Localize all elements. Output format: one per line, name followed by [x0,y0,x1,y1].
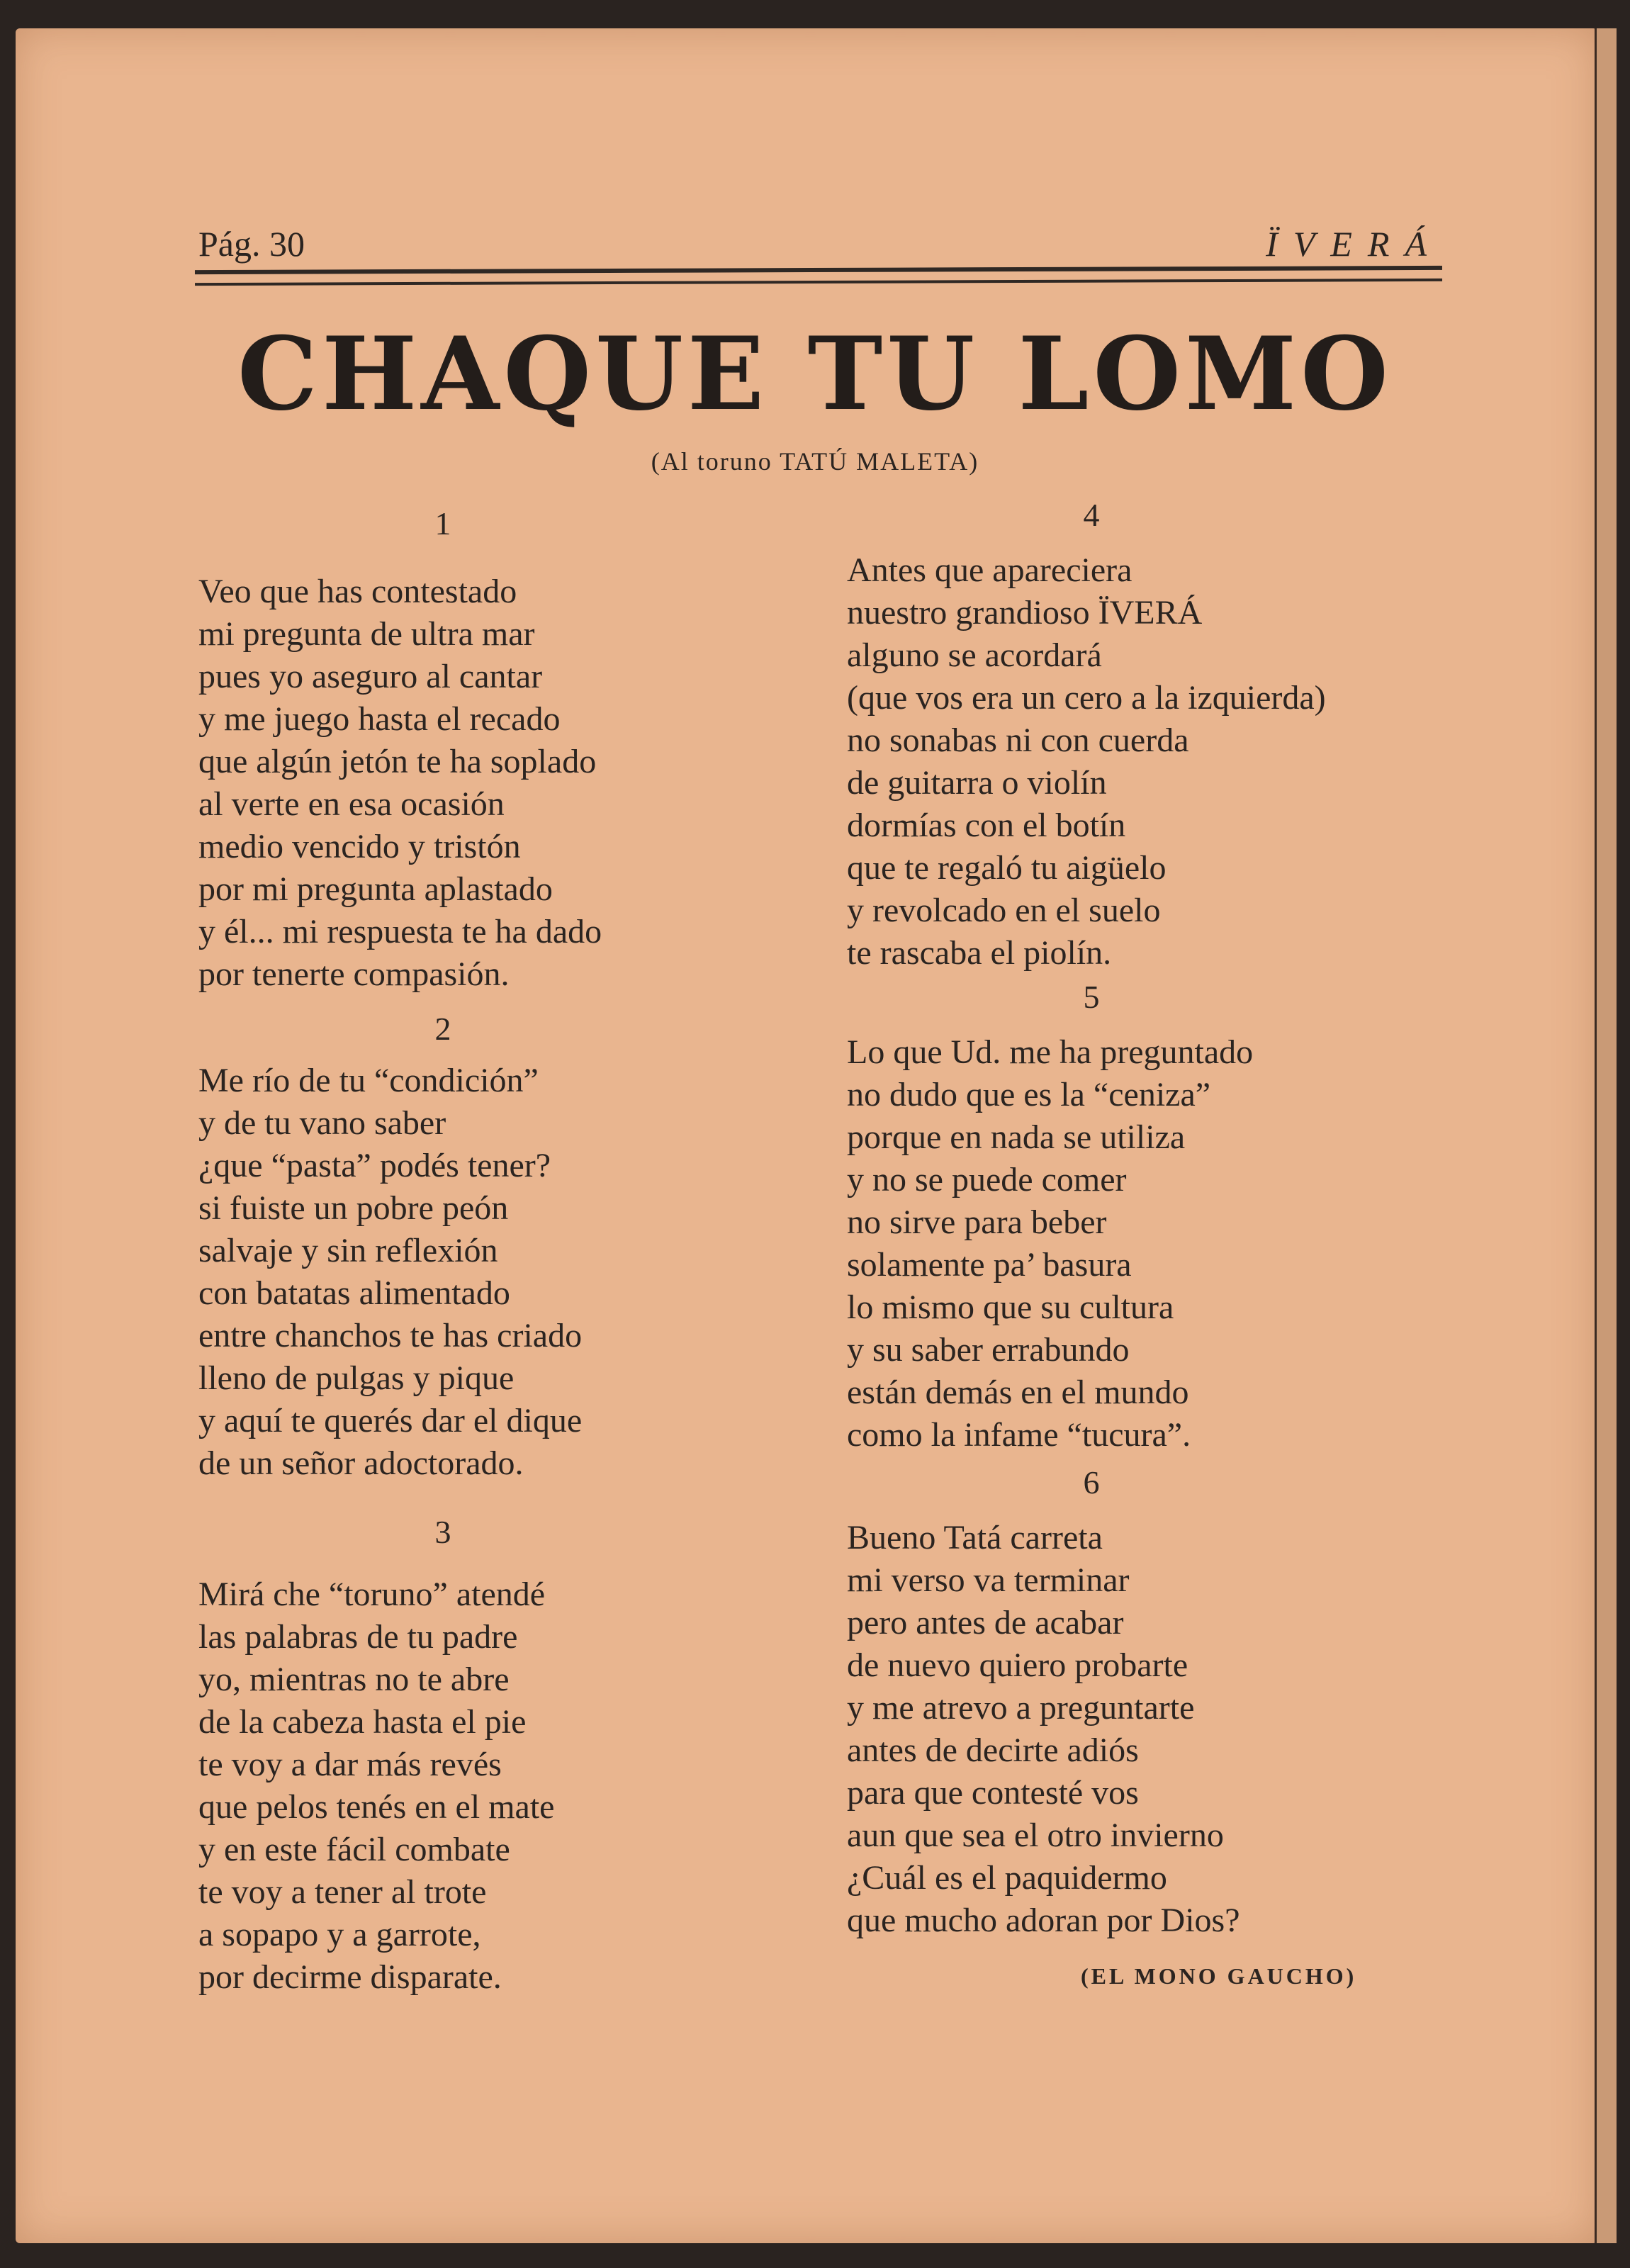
verse-line: porque en nada se utiliza [847,1118,1186,1156]
verse-line: solamente pa’ basura [847,1246,1132,1284]
verse-line: como la infame “tucura”. [847,1416,1191,1454]
stanza-number: 5 [1083,979,1100,1015]
stanza [847,1031,1253,1456]
verse-line: para que contesté vos [847,1774,1139,1812]
verse-line: te rascaba el piolín. [847,934,1112,972]
verse-line: Veo que has contestado [198,573,517,610]
verse-line: lleno de pulgas y pique [198,1359,515,1397]
verse-line: que pelos tenés en el mate [198,1788,555,1826]
verse-line: (que vos era un cero a la izquierda) [847,679,1326,717]
verse-line: si fuiste un pobre peón [198,1189,509,1227]
verse-line: medio vencido y tristón [198,828,521,865]
stanza-number: 3 [434,1514,451,1550]
poem-title: CHAQUE TU LOMO [237,315,1393,433]
verse-line: ¿Cuál es el paquidermo [847,1859,1167,1897]
verse-line: y su saber errabundo [847,1331,1130,1369]
stanza-number: 2 [434,1011,451,1047]
verse-line: mi pregunta de ultra mar [198,615,535,653]
verse-line: y me juego hasta el recado [198,700,561,738]
verse-line: las palabras de tu padre [198,1618,518,1656]
verse-line: mi verso va terminar [847,1561,1130,1599]
poem-dedication: (Al toruno TATÚ MALETA) [651,447,979,476]
verse-line: te voy a tener al trote [198,1873,487,1911]
verse-line: con batatas alimentado [198,1274,510,1312]
verse-line: a sopapo y a garrote, [198,1916,481,1953]
verse-line: y él... mi respuesta te ha dado [198,913,602,950]
stanza [847,549,1326,975]
author-signature: (EL MONO GAUCHO) [1081,1963,1357,1989]
verse-line: al verte en esa ocasión [198,785,505,823]
verse-line: Bueno Tatá carreta [847,1519,1103,1556]
stanza-number: 4 [1083,497,1100,533]
verse-line: antes de decirte adiós [847,1731,1139,1769]
page-number: Pág. 30 [198,224,305,264]
verse-line: Me río de tu “condición” [198,1062,539,1099]
stanza-number: 1 [434,505,451,541]
verse-line: que algún jetón te ha soplado [198,743,597,780]
verse-line: no sonabas ni con cuerda [847,722,1189,759]
stanza [847,1517,1240,1942]
verse-line: Lo que Ud. me ha preguntado [847,1033,1254,1071]
verse-line: que mucho adoran por Dios? [847,1902,1240,1939]
stanza [198,1573,554,1999]
verse-line: nuestro grandioso ÏVERÁ [847,594,1203,631]
verse-line: Mirá che “toruno” atendé [198,1576,546,1613]
verse-line: ¿que “pasta” podés tener? [198,1147,551,1184]
verse-line: y de tu vano saber [198,1104,446,1142]
stanza [198,1060,582,1485]
verse-line: y revolcado en el suelo [847,892,1161,929]
verse-line: y en este fácil combate [198,1831,510,1868]
stanza-number: 6 [1083,1464,1100,1500]
verse-line: no sirve para beber [847,1203,1107,1241]
verse-line: de la cabeza hasta el pie [198,1703,527,1741]
verse-line: alguno se acordará [847,636,1102,674]
verse-line: están demás en el mundo [847,1374,1189,1411]
verse-line: pues yo aseguro al cantar [198,658,543,695]
verse-line: Antes que apareciera [847,551,1132,589]
verse-line: y me atrevo a preguntarte [847,1689,1195,1727]
verse-line: por tenerte compasión. [198,955,510,993]
verse-line: yo, mientras no te abre [198,1661,510,1698]
publication-name: ÏVERÁ [1266,224,1442,264]
verse-line: y no se puede comer [847,1161,1127,1198]
verse-line: por mi pregunta aplastado [198,870,553,908]
verse-line: salvaje y sin reflexión [198,1232,498,1269]
verse-line: aun que sea el otro invierno [847,1817,1224,1854]
verse-line: lo mismo que su cultura [847,1289,1174,1326]
verse-line: de nuevo quiero probarte [847,1646,1188,1684]
stanza [198,571,602,996]
verse-line: dormías con el botín [847,807,1126,844]
verse-line: te voy a dar más revés [198,1746,502,1783]
verse-line: por decirme disparate. [198,1958,502,1996]
verse-line: no dudo que es la “ceniza” [847,1076,1211,1113]
verse-line: de un señor adoctorado. [198,1444,524,1482]
verse-line: pero antes de acabar [847,1604,1124,1641]
verse-line: que te regaló tu aigüelo [847,849,1167,887]
verse-line: de guitarra o violín [847,764,1107,802]
verse-line: y aquí te querés dar el dique [198,1402,583,1439]
verse-line: entre chanchos te has criado [198,1317,583,1354]
